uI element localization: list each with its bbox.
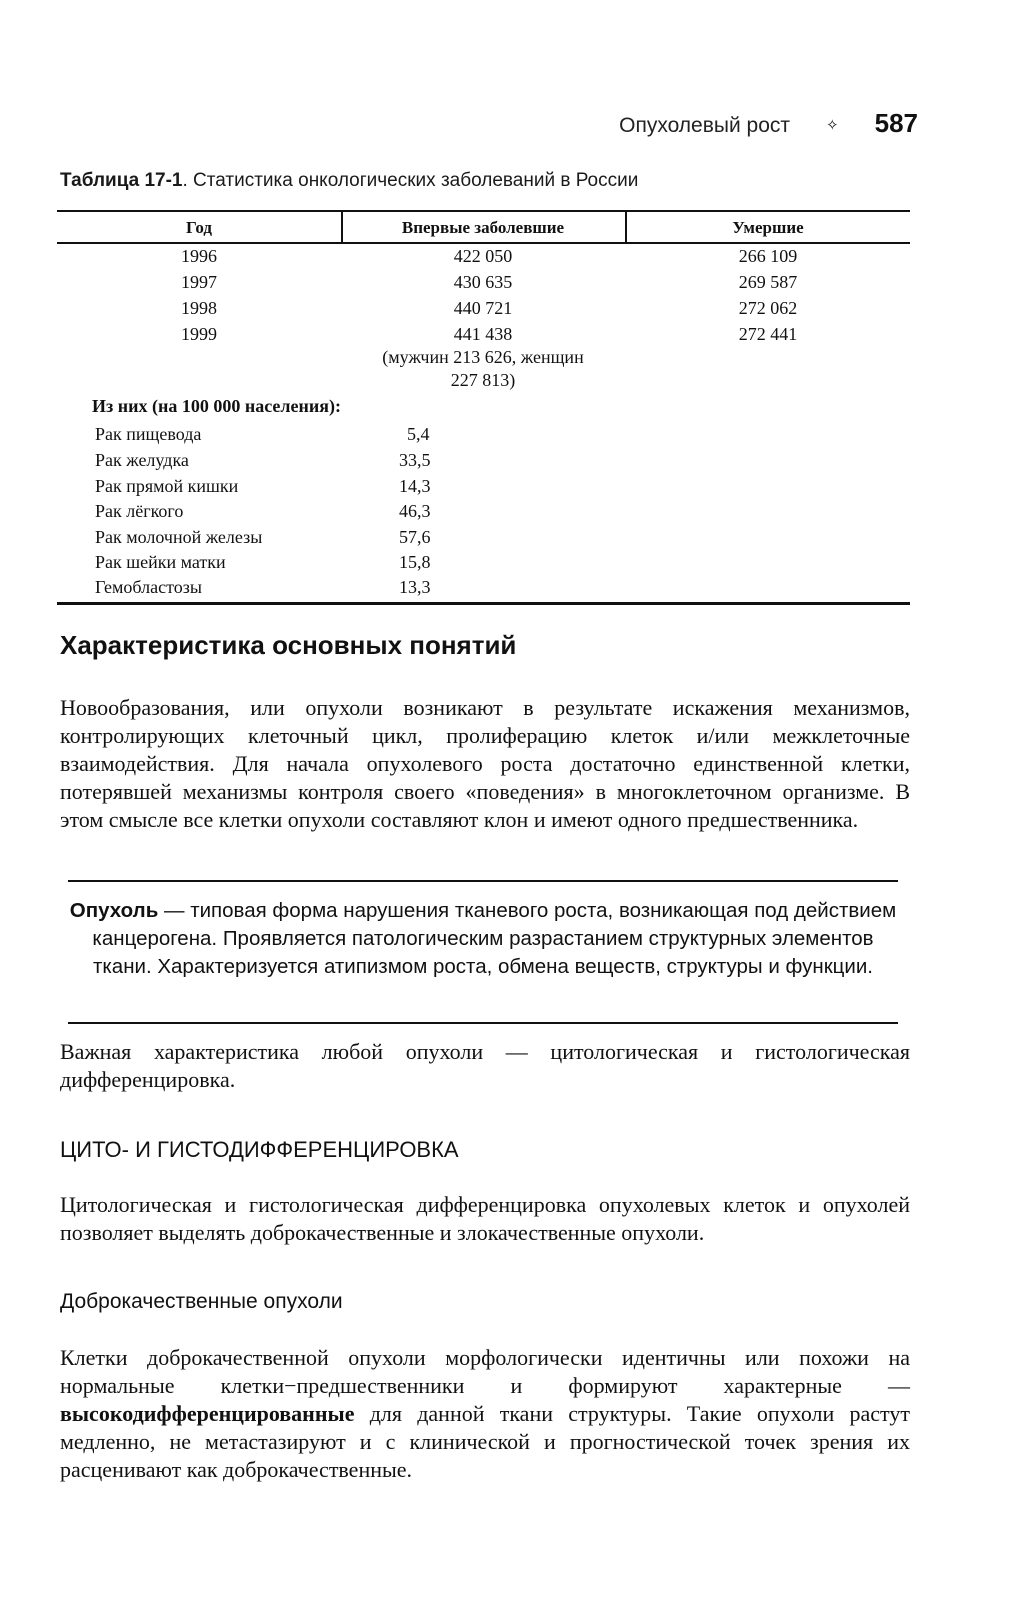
- cancer-type-label: Рак лёгкого: [95, 501, 184, 521]
- benign-tumors-paragraph: [60, 1344, 910, 1484]
- table-caption-label: Таблица 17-1: [60, 170, 183, 191]
- definition-bottom-rule: [68, 1022, 898, 1024]
- cancer-rate-value: 46,3: [399, 501, 431, 521]
- page-number: 587: [874, 108, 918, 138]
- column-header-year: Год: [186, 218, 212, 237]
- benign-text-start: Клетки доброкачественной опухоли морфологически идентичны или похожи на нормальные клетки−предшественники и формируют характерные —: [60, 1345, 910, 1398]
- column-header-deaths: Умершие: [732, 218, 804, 237]
- subsection-heading: ЦИТО- И ГИСТОДИФФЕРЕНЦИРОВКА: [60, 1137, 459, 1162]
- deaths-cell: 266 109: [738, 246, 798, 266]
- differentiation-paragraph: Важная характеристика любой опухоли — цитологическая и гистологическая дифференцировка.: [60, 1039, 910, 1092]
- cancer-rate-value: 33,5: [399, 450, 431, 470]
- definition-text: — типовая форма нарушения тканевого роста, возникающая под действием канцерогена. Проявляется патологическим разрастанием структурных элементов ткани. Характеризуется атипизмом роста, обмена веществ, структуры и функции.: [92, 899, 897, 978]
- cancer-statistics-table: [57, 210, 910, 606]
- highly-differentiated-term: высокодифференцированные: [60, 1401, 355, 1426]
- cancer-rate-value: 57,6: [399, 527, 431, 547]
- year-cell: 1997: [181, 272, 217, 292]
- cancer-rate-value: 15,8: [399, 552, 431, 572]
- new-cases-cell: 440 721: [453, 298, 513, 318]
- diamond-ornament-icon: ✧: [826, 116, 839, 134]
- cancer-rate-value: 5,4: [407, 424, 430, 444]
- cancer-rate-value: 13,3: [399, 577, 431, 597]
- table-caption: [60, 170, 638, 192]
- definition-top-rule: [68, 880, 898, 882]
- column-header-new-cases: Впервые заболевшие: [401, 218, 565, 237]
- new-cases-cell: 441 438: [453, 324, 513, 344]
- cancer-type-label: Рак молочной железы: [95, 527, 263, 547]
- new-cases-cell: 430 635: [453, 272, 513, 292]
- subsubsection-heading: Доброкачественные опухоли: [60, 1290, 343, 1313]
- definition-term: Опухоль: [69, 899, 159, 922]
- benign-text-end: для данной ткани структуры. Такие опухоли растут медленно, не метастазируют и с клинической и прогностической точек зрения их расценивают как доброкачественные.: [60, 1401, 910, 1482]
- cancer-type-label: Рак желудка: [95, 450, 189, 470]
- gender-breakdown-line: (мужчин 213 626, женщин: [382, 347, 584, 367]
- cancer-type-label: Рак пищевода: [95, 424, 202, 444]
- deaths-cell: 272 441: [738, 324, 798, 344]
- table-bottom-rule: [57, 602, 910, 605]
- tumor-definition: [68, 897, 898, 981]
- cancer-type-label: Рак прямой кишки: [95, 476, 239, 496]
- column-divider: [625, 212, 627, 242]
- year-cell: 1996: [181, 246, 217, 266]
- deaths-cell: 269 587: [738, 272, 798, 292]
- running-header: [619, 108, 918, 139]
- gender-breakdown-line: 227 813): [450, 370, 516, 390]
- section-heading: Характеристика основных понятий: [60, 630, 517, 660]
- column-divider: [341, 212, 343, 242]
- table-top-rule: [57, 210, 910, 212]
- table-header-rule: [57, 242, 910, 244]
- cancer-type-label: Рак шейки матки: [95, 552, 226, 572]
- per-100k-subheading: Из них (на 100 000 населения):: [92, 396, 341, 416]
- year-cell: 1998: [181, 298, 217, 318]
- new-cases-cell: 422 050: [453, 246, 513, 266]
- running-title: Опухолевый рост: [619, 114, 791, 137]
- year-cell: 1999: [181, 324, 217, 344]
- cancer-type-label: Гемобластозы: [95, 577, 202, 597]
- cyto-histo-paragraph: Цитологическая и гистологическая дифференцировка опухолевых клеток и опухолей позволяет выделять доброкачественные и злокачественные опухоли.: [60, 1192, 910, 1245]
- cancer-rate-value: 14,3: [399, 476, 431, 496]
- intro-paragraph: Новообразования, или опухоли возникают в результате искажения механизмов, контролирующих клеточный цикл, пролиферацию клеток и/или межклеточные взаимодействия. Для начала опухолевого роста достаточно единственной клетки, потерявшей механизмы контроля своего «поведения» в многоклеточном организме. В этом смысле все клетки опухоли составляют клон и имеют одного предшественника.: [60, 695, 910, 832]
- table-caption-text: . Статистика онкологических заболеваний в России: [182, 170, 639, 191]
- deaths-cell: 272 062: [738, 298, 798, 318]
